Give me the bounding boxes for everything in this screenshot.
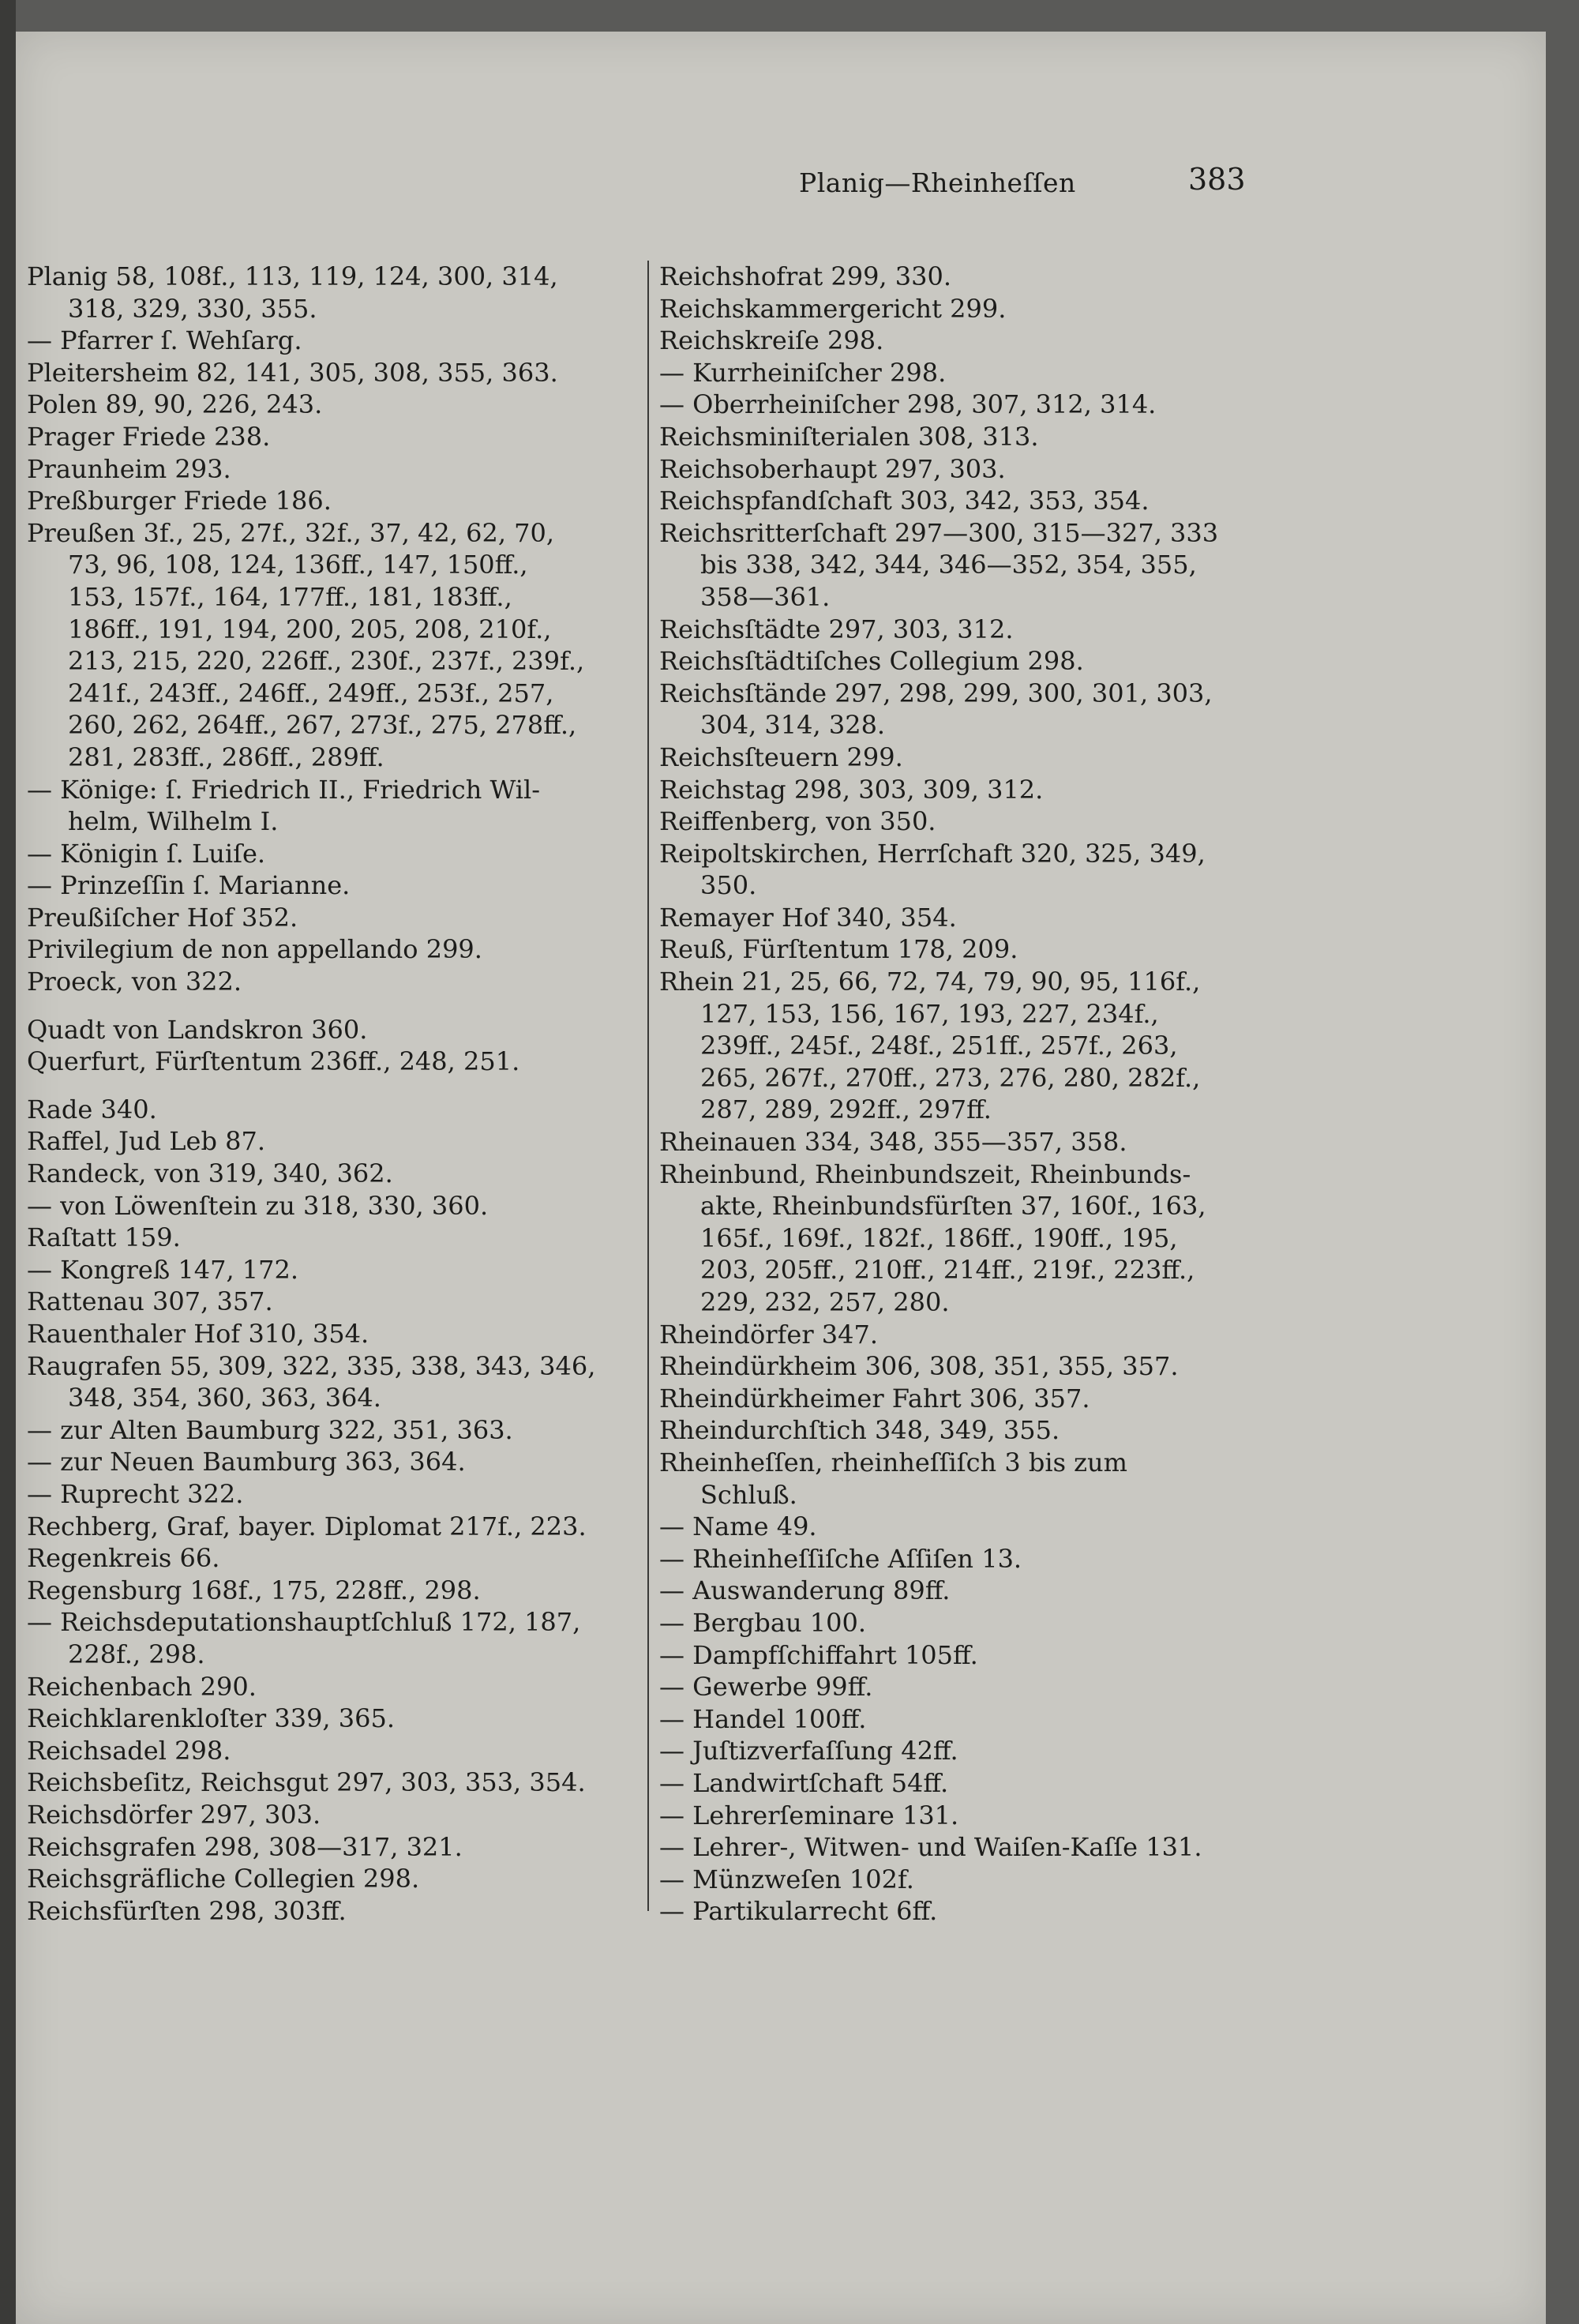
index-entry: Raugrafen 55, 309, 322, 335, 338, 343, 346, (27, 1350, 596, 1381)
index-entry: Querfurt, Fürſtentum 236ff., 248, 251. (27, 1046, 520, 1077)
index-column-right (659, 261, 1283, 1928)
index-entry: Reichsminiſterialen 308, 313. (659, 421, 1039, 452)
index-entry: 213, 215, 220, 226ff., 230f., 237f., 239f., (68, 646, 585, 677)
index-entry: Proeck, von 322. (27, 967, 242, 997)
index-entry: Reichsfürſten 298, 303ff. (27, 1895, 347, 1926)
index-entry: 287, 289, 292ff., 297ff. (700, 1094, 992, 1125)
index-entry: — Reichsdeputationshauptſchluß 172, 187, (27, 1607, 581, 1638)
index-entry: — Kongreß 147, 172. (27, 1254, 299, 1285)
index-entry: Reichshofrat 299, 330. (659, 261, 952, 291)
index-entry: Quadt von Landskron 360. (27, 1014, 368, 1045)
index-entry: Reuß, Fürſtentum 178, 209. (659, 934, 1018, 965)
index-entry: Rauenthaler Hof 310, 354. (27, 1319, 369, 1349)
index-entry: akte, Rheinbundsfürſten 37, 160f., 163, (700, 1191, 1206, 1222)
index-entry: — Ruprecht 322. (27, 1478, 244, 1509)
index-entry: 260, 262, 264ff., 267, 273f., 275, 278ff., (68, 710, 577, 741)
index-entry: Rheinbund, Rheinbundszeit, Rheinbunds- (659, 1158, 1191, 1189)
book-page (16, 32, 1546, 2324)
index-entry: Reichspfandſchaft 303, 342, 353, 354. (659, 486, 1150, 516)
index-entry: Reichsſtädte 297, 303, 312. (659, 614, 1014, 644)
index-entry: Praunheim 293. (27, 453, 231, 484)
index-entry: Schluß. (700, 1479, 797, 1510)
index-entry: Preußen 3f., 25, 27f., 32f., 37, 42, 62, 70, (27, 517, 555, 548)
index-entry: 239ff., 245f., 248f., 251ff., 257f., 263, (700, 1031, 1178, 1061)
index-entry: bis 338, 342, 344, 346—352, 354, 355, (700, 550, 1197, 580)
index-entry: Prager Friede 238. (27, 421, 271, 452)
index-entry: Preßburger Friede 186. (27, 486, 332, 516)
index-entry: 348, 354, 360, 363, 364. (68, 1383, 381, 1414)
index-entry: Rade 340. (27, 1094, 157, 1124)
index-entry: 281, 283ff., 286ff., 289ff. (68, 742, 384, 772)
index-entry: — Kurrheiniſcher 298. (659, 357, 947, 388)
index-entry: Reichskreiſe 298. (659, 325, 884, 356)
index-entry: 318, 329, 330, 355. (68, 293, 317, 324)
index-entry: 203, 205ff., 210ff., 214ff., 219f., 223ff., (700, 1255, 1195, 1286)
index-entry: 265, 267f., 270ff., 273, 276, 280, 282f., (700, 1062, 1201, 1093)
index-entry: — Könige: ſ. Friedrich II., Friedrich Wil- (27, 774, 541, 805)
index-entry: Regenkreis 66. (27, 1543, 220, 1574)
index-entry: Reichsgräfliche Collegien 298. (27, 1864, 420, 1894)
index-entry: Reichsſtädtiſches Collegium 298. (659, 646, 1084, 677)
index-entry: Rheinheſſen, rheinheſſiſch 3 bis zum (659, 1447, 1127, 1477)
index-entry: — Auswanderung 89ff. (659, 1575, 951, 1606)
index-entry: 228f., 298. (68, 1639, 205, 1669)
index-entry: Reichsoberhaupt 297, 303. (659, 453, 1006, 484)
index-column-left (27, 261, 635, 1927)
index-entry: Reichstag 298, 303, 309, 312. (659, 774, 1044, 805)
index-entry: — Königin ſ. Luiſe. (27, 838, 266, 869)
index-entry: Reichsdörfer 297, 303. (27, 1799, 321, 1830)
index-entry: Raſtatt 159. (27, 1222, 181, 1253)
index-entry: — Handel 100ff. (659, 1703, 867, 1734)
index-entry: — Name 49. (659, 1511, 817, 1542)
index-entry: 153, 157f., 164, 177ff., 181, 183ff., (68, 581, 512, 612)
index-entry: Reichklarenkloſter 339, 365. (27, 1703, 396, 1734)
index-entry: — Lehrer-, Witwen- und Waiſen-Kaſſe 131. (659, 1832, 1202, 1863)
index-entry: — Rheinheſſiſche Aſſiſen 13. (659, 1543, 1022, 1574)
index-entry: Preußiſcher Hof 352. (27, 902, 298, 933)
index-entry: Reiffenberg, von 350. (659, 806, 936, 837)
index-entry: Reipoltskirchen, Herrſchaft 320, 325, 349, (659, 838, 1206, 869)
page-number: 383 (1188, 162, 1246, 197)
index-entry: Reichsbeſitz, Reichsgut 297, 303, 353, 354. (27, 1767, 586, 1798)
index-entry: Rechberg, Graf, bayer. Diplomat 217f., 223. (27, 1511, 587, 1541)
index-entry: Reichsritterſchaft 297—300, 315—327, 333 (659, 517, 1219, 548)
index-entry: 350. (700, 870, 757, 901)
index-entry: 127, 153, 156, 167, 193, 227, 234f., (700, 998, 1159, 1029)
running-header: Planig—Rheinheſſen (799, 167, 1076, 198)
index-entry: — zur Alten Baumburg 322, 351, 363. (27, 1414, 513, 1445)
index-entry: 186ff., 191, 194, 200, 205, 208, 210f., (68, 614, 552, 644)
index-entry: Rheindürkheim 306, 308, 351, 355, 357. (659, 1351, 1179, 1382)
index-entry: Rheindürkheimer Fahrt 306, 357. (659, 1383, 1090, 1414)
index-entry: Reichskammergericht 299. (659, 293, 1007, 324)
index-entry: Raffel, Jud Leb 87. (27, 1126, 265, 1157)
index-entry: Rattenau 307, 357. (27, 1286, 273, 1317)
index-entry: — Lehrerſeminare 131. (659, 1800, 959, 1830)
index-entry: 165f., 169f., 182f., 186ff., 190ff., 195, (700, 1222, 1178, 1253)
index-entry: — von Löwenſtein zu 318, 330, 360. (27, 1190, 489, 1221)
index-entry: Regensburg 168f., 175, 228ff., 298. (27, 1575, 481, 1605)
index-entry: Privilegium de non appellando 299. (27, 934, 482, 965)
index-entry: Reichenbach 290. (27, 1671, 257, 1702)
index-entry: Planig 58, 108f., 113, 119, 124, 300, 314, (27, 261, 558, 291)
index-entry: — Oberrheiniſcher 298, 307, 312, 314. (659, 389, 1157, 420)
index-entry: Rheinauen 334, 348, 355—357, 358. (659, 1127, 1127, 1158)
index-entry: Rheindörfer 347. (659, 1319, 879, 1350)
index-entry: Randeck, von 319, 340, 362. (27, 1158, 393, 1189)
index-entry: 241f., 243ff., 246ff., 249ff., 253f., 257, (68, 678, 554, 708)
index-entry: — Prinzeſſin ſ. Marianne. (27, 870, 351, 901)
index-entry: 229, 232, 257, 280. (700, 1287, 950, 1317)
index-entry: Reichsſtände 297, 298, 299, 300, 301, 303, (659, 678, 1213, 708)
index-entry: 358—361. (700, 581, 831, 612)
index-entry: 73, 96, 108, 124, 136ff., 147, 150ff., (68, 550, 528, 580)
index-entry: helm, Wilhelm I. (68, 806, 279, 837)
index-entry: — Gewerbe 99ff. (659, 1672, 873, 1703)
index-entry: Rheindurchſtich 348, 349, 355. (659, 1415, 1060, 1446)
index-entry: Reichsgrafen 298, 308—317, 321. (27, 1831, 463, 1862)
index-entry: Rhein 21, 25, 66, 72, 74, 79, 90, 95, 116f., (659, 967, 1201, 997)
index-entry: — Partikularrecht 6ff. (659, 1896, 938, 1927)
index-entry: Reichsſteuern 299. (659, 742, 903, 772)
index-entry: — Pfarrer ſ. Wehſarg. (27, 325, 302, 356)
index-entry: Pleitersheim 82, 141, 305, 308, 355, 363. (27, 357, 558, 388)
index-entry: Reichsadel 298. (27, 1735, 231, 1766)
index-entry: — Dampfſchiffahrt 105ff. (659, 1639, 978, 1670)
index-entry: — Landwirtſchaft 54ff. (659, 1767, 949, 1798)
index-entry: 304, 314, 328. (700, 710, 886, 741)
index-entry: Remayer Hof 340, 354. (659, 902, 957, 933)
index-entry: — Münzweſen 102f. (659, 1864, 914, 1894)
index-entry: — Bergbau 100. (659, 1607, 866, 1638)
index-entry: — zur Neuen Baumburg 363, 364. (27, 1447, 466, 1477)
index-entry: — Juſtizverfaſſung 42ff. (659, 1736, 958, 1766)
scan-edge (0, 0, 16, 2324)
column-divider (647, 261, 649, 1911)
index-entry: Polen 89, 90, 226, 243. (27, 389, 323, 420)
